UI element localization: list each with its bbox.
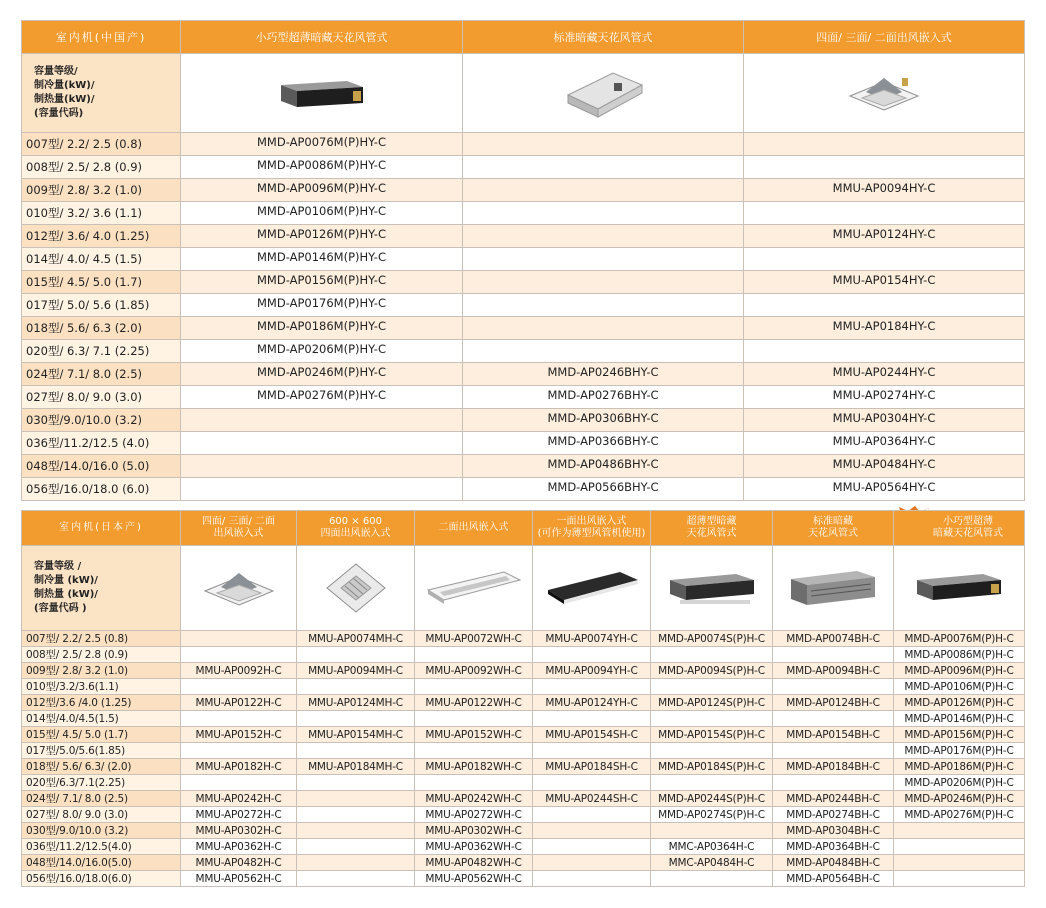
model-cell: MMC-AP0364H-C xyxy=(651,839,773,855)
compact-slim-duct-icon xyxy=(913,566,1005,610)
slim-duct-unit-image xyxy=(651,546,773,631)
capacity-spec: 027型/ 8.0/ 9.0 (3.0) xyxy=(22,807,181,823)
model-cell: MMD-AP0304BH-C xyxy=(773,823,894,839)
capacity-spec: 056型/16.0/18.0 (6.0) xyxy=(22,478,181,501)
model-cell: MMU-AP0074MH-C xyxy=(297,631,415,647)
product-image-row xyxy=(22,546,1025,631)
model-cell: MMU-AP0154MH-C xyxy=(297,727,415,743)
capacity-spec: 012型/ 3.6/ 4.0 (1.25) xyxy=(22,225,181,248)
model-cell: MMU-AP0302WH-C xyxy=(415,823,533,839)
model-cell: MMU-AP0124YH-C xyxy=(533,695,651,711)
model-cell xyxy=(297,871,415,887)
model-cell xyxy=(533,775,651,791)
table-row xyxy=(22,775,1025,791)
table-row xyxy=(22,823,1025,839)
table-row xyxy=(22,663,1025,679)
legend-line: (容量代码 ) xyxy=(34,603,87,614)
model-cell: MMU-AP0362H-C xyxy=(181,839,297,855)
model-cell: MMD-AP0246M(P)HY-C xyxy=(181,363,463,386)
model-cell: MMU-AP0124MH-C xyxy=(297,695,415,711)
model-cell: MMD-AP0106M(P)HY-C xyxy=(181,202,463,225)
product-image-row xyxy=(22,54,1025,133)
model-cell: MMU-AP0072WH-C xyxy=(415,631,533,647)
model-cell xyxy=(533,871,651,887)
column-header: 超薄型暗藏 天花风管式 xyxy=(651,511,773,546)
column-header: 一面出风嵌入式 (可作为薄型风管机使用) xyxy=(533,511,651,546)
table-row xyxy=(22,248,1025,271)
model-cell: MMU-AP0562WH-C xyxy=(415,871,533,887)
model-cell xyxy=(533,807,651,823)
table-row xyxy=(22,855,1025,871)
column-header: 标准暗藏天花风管式 xyxy=(463,21,744,54)
model-cell: MMU-AP0184MH-C xyxy=(297,759,415,775)
table-row xyxy=(22,839,1025,855)
model-cell xyxy=(181,711,297,727)
model-cell xyxy=(181,647,297,663)
model-cell: MMU-AP0274HY-C xyxy=(744,386,1025,409)
model-cell xyxy=(533,679,651,695)
model-cell: MMD-AP0184S(P)H-C xyxy=(651,759,773,775)
model-cell xyxy=(773,679,894,695)
two-way-cassette-image xyxy=(415,546,533,631)
capacity-spec: 008型/ 2.5/ 2.8 (0.9) xyxy=(22,647,181,663)
model-cell xyxy=(415,647,533,663)
legend-line: 制热量 (kW)/ xyxy=(34,589,98,600)
capacity-spec: 036型/11.2/12.5 (4.0) xyxy=(22,432,181,455)
model-cell: MMD-AP0156M(P)H-C xyxy=(894,727,1025,743)
capacity-spec: 009型/ 2.8/ 3.2 (1.0) xyxy=(22,179,181,202)
model-cell xyxy=(181,432,463,455)
model-cell: MMD-AP0306BHY-C xyxy=(463,409,744,432)
one-way-cassette-icon xyxy=(542,566,642,610)
model-cell xyxy=(533,647,651,663)
capacity-spec: 020型/6.3/7.1(2.25) xyxy=(22,775,181,791)
model-cell xyxy=(894,871,1025,887)
model-cell: MMD-AP0176M(P)H-C xyxy=(894,743,1025,759)
model-cell xyxy=(297,839,415,855)
model-cell: MMD-AP0096M(P)H-C xyxy=(894,663,1025,679)
column-header: 600 × 600 四面出风嵌入式 xyxy=(297,511,415,546)
model-cell: MMU-AP0184HY-C xyxy=(744,317,1025,340)
model-cell xyxy=(297,711,415,727)
capacity-spec: 007型/ 2.2/ 2.5 (0.8) xyxy=(22,133,181,156)
capacity-spec: 015型/ 4.5/ 5.0 (1.7) xyxy=(22,271,181,294)
model-cell xyxy=(297,775,415,791)
capacity-spec: 014型/4.0/4.5(1.5) xyxy=(22,711,181,727)
model-cell: MMU-AP0094MH-C xyxy=(297,663,415,679)
table-row xyxy=(22,409,1025,432)
model-cell: MMD-AP0176M(P)HY-C xyxy=(181,294,463,317)
model-cell xyxy=(773,743,894,759)
cassette-unit-image xyxy=(744,54,1025,133)
model-cell xyxy=(463,202,744,225)
model-cell: MMD-AP0124BH-C xyxy=(773,695,894,711)
compact-slim-duct-image xyxy=(894,546,1025,631)
model-cell xyxy=(415,679,533,695)
model-cell: MMD-AP0366BHY-C xyxy=(463,432,744,455)
model-cell: MMD-AP0206M(P)HY-C xyxy=(181,340,463,363)
model-cell: MMD-AP0184BH-C xyxy=(773,759,894,775)
model-cell: MMD-AP0124S(P)H-C xyxy=(651,695,773,711)
model-cell xyxy=(894,839,1025,855)
model-cell xyxy=(463,340,744,363)
model-cell: MMU-AP0244SH-C xyxy=(533,791,651,807)
model-cell xyxy=(297,647,415,663)
table-row xyxy=(22,156,1025,179)
model-cell: MMD-AP0096M(P)HY-C xyxy=(181,179,463,202)
table-row xyxy=(22,455,1025,478)
model-cell: MMU-AP0562H-C xyxy=(181,871,297,887)
capacity-spec: 030型/9.0/10.0 (3.2) xyxy=(22,409,181,432)
model-cell: MMD-AP0076M(P)H-C xyxy=(894,631,1025,647)
model-cell: MMU-AP0094HY-C xyxy=(744,179,1025,202)
row-label-legend xyxy=(22,546,181,631)
capacity-spec: 008型/ 2.5/ 2.8 (0.9) xyxy=(22,156,181,179)
column-header: 四面/ 三面/ 二面出风嵌入式 xyxy=(744,21,1025,54)
model-cell: MMD-AP0246M(P)H-C xyxy=(894,791,1025,807)
model-cell xyxy=(297,679,415,695)
model-cell xyxy=(181,478,463,501)
model-cell: MMU-AP0122H-C xyxy=(181,695,297,711)
one-way-cassette-image xyxy=(533,546,651,631)
capacity-spec: 010型/ 3.2/ 3.6 (1.1) xyxy=(22,202,181,225)
compact-cassette-image xyxy=(297,546,415,631)
model-cell: MMU-AP0092WH-C xyxy=(415,663,533,679)
model-cell xyxy=(651,743,773,759)
capacity-spec: 018型/ 5.6/ 6.3 (2.0) xyxy=(22,317,181,340)
table-row xyxy=(22,317,1025,340)
model-cell xyxy=(297,743,415,759)
model-cell: MMU-AP0364HY-C xyxy=(744,432,1025,455)
capacity-spec: 024型/ 7.1/ 8.0 (2.5) xyxy=(22,791,181,807)
model-cell xyxy=(744,248,1025,271)
capacity-spec: 007型/ 2.2/ 2.5 (0.8) xyxy=(22,631,181,647)
column-header: 二面出风嵌入式 xyxy=(415,511,533,546)
japan-indoor-unit-table xyxy=(21,510,1025,887)
model-cell: MMD-AP0276M(P)HY-C xyxy=(181,386,463,409)
model-cell: MMU-AP0184SH-C xyxy=(533,759,651,775)
model-cell: MMC-AP0484H-C xyxy=(651,855,773,871)
model-cell xyxy=(297,807,415,823)
model-cell: MMD-AP0274S(P)H-C xyxy=(651,807,773,823)
model-cell xyxy=(463,133,744,156)
model-cell: MMU-AP0484HY-C xyxy=(744,455,1025,478)
capacity-spec: 048型/14.0/16.0 (5.0) xyxy=(22,455,181,478)
model-cell: MMD-AP0126M(P)HY-C xyxy=(181,225,463,248)
model-cell: MMU-AP0302H-C xyxy=(181,823,297,839)
model-cell xyxy=(297,823,415,839)
model-cell: MMD-AP0276M(P)H-C xyxy=(894,807,1025,823)
capacity-spec: 027型/ 8.0/ 9.0 (3.0) xyxy=(22,386,181,409)
capacity-spec: 012型/3.6 /4.0 (1.25) xyxy=(22,695,181,711)
table-row xyxy=(22,727,1025,743)
table-row xyxy=(22,871,1025,887)
standard-duct-unit-icon xyxy=(558,65,648,121)
model-cell xyxy=(463,248,744,271)
model-cell: MMD-AP0484BH-C xyxy=(773,855,894,871)
model-cell: MMD-AP0186M(P)H-C xyxy=(894,759,1025,775)
capacity-spec: 009型/ 2.8/ 3.2 (1.0) xyxy=(22,663,181,679)
standard-duct-unit-icon xyxy=(787,565,879,611)
table-row xyxy=(22,679,1025,695)
capacity-spec: 010型/3.2/3.6(1.1) xyxy=(22,679,181,695)
table-row xyxy=(22,631,1025,647)
model-cell xyxy=(297,791,415,807)
model-cell xyxy=(463,156,744,179)
slim-duct-unit-icon xyxy=(666,566,758,610)
model-cell xyxy=(773,647,894,663)
model-cell: MMD-AP0156M(P)HY-C xyxy=(181,271,463,294)
model-cell xyxy=(744,202,1025,225)
model-cell xyxy=(533,711,651,727)
model-cell: MMU-AP0272H-C xyxy=(181,807,297,823)
model-cell xyxy=(181,631,297,647)
standard-duct-unit-image xyxy=(773,546,894,631)
table-row xyxy=(22,386,1025,409)
model-cell xyxy=(463,294,744,317)
legend-line: 容量等级 / xyxy=(34,561,82,572)
table-header-row xyxy=(22,511,1025,546)
model-cell: MMD-AP0126M(P)H-C xyxy=(894,695,1025,711)
capacity-spec: 017型/ 5.0/ 5.6 (1.85) xyxy=(22,294,181,317)
model-cell: MMD-AP0154BH-C xyxy=(773,727,894,743)
model-cell xyxy=(415,711,533,727)
model-cell: MMD-AP0086M(P)H-C xyxy=(894,647,1025,663)
model-cell: MMD-AP0276BHY-C xyxy=(463,386,744,409)
model-cell xyxy=(415,775,533,791)
model-cell: MMD-AP0094S(P)H-C xyxy=(651,663,773,679)
model-cell: MMD-AP0146M(P)HY-C xyxy=(181,248,463,271)
model-cell: MMD-AP0094BH-C xyxy=(773,663,894,679)
table-row xyxy=(22,271,1025,294)
model-cell: MMD-AP0074BH-C xyxy=(773,631,894,647)
capacity-spec: 030型/9.0/10.0 (3.2) xyxy=(22,823,181,839)
table-title: 室内机(中国产) xyxy=(22,21,181,54)
model-cell xyxy=(533,823,651,839)
model-cell: MMD-AP0074S(P)H-C xyxy=(651,631,773,647)
compact-cassette-icon xyxy=(321,558,391,618)
model-cell: MMU-AP0272WH-C xyxy=(415,807,533,823)
model-cell: MMD-AP0154S(P)H-C xyxy=(651,727,773,743)
model-cell: MMU-AP0182H-C xyxy=(181,759,297,775)
model-cell xyxy=(744,156,1025,179)
capacity-spec: 056型/16.0/18.0(6.0) xyxy=(22,871,181,887)
table-row xyxy=(22,225,1025,248)
capacity-spec: 014型/ 4.0/ 4.5 (1.5) xyxy=(22,248,181,271)
model-cell xyxy=(181,679,297,695)
model-cell: MMU-AP0482WH-C xyxy=(415,855,533,871)
table-row xyxy=(22,294,1025,317)
model-cell xyxy=(181,743,297,759)
column-header: 小巧型超薄暗藏天花风管式 xyxy=(181,21,463,54)
column-header: 标准暗藏 天花风管式 xyxy=(773,511,894,546)
capacity-spec: 015型/ 4.5/ 5.0 (1.7) xyxy=(22,727,181,743)
model-cell: MMD-AP0246BHY-C xyxy=(463,363,744,386)
model-cell: MMU-AP0094YH-C xyxy=(533,663,651,679)
table-row xyxy=(22,478,1025,501)
table-row xyxy=(22,807,1025,823)
model-cell: MMU-AP0242H-C xyxy=(181,791,297,807)
standard-duct-unit-image xyxy=(463,54,744,133)
capacity-spec: 024型/ 7.1/ 8.0 (2.5) xyxy=(22,363,181,386)
slim-duct-unit-image xyxy=(181,54,463,133)
cassette-unit-icon xyxy=(199,563,279,613)
legend-line: 制冷量 (kW)/ xyxy=(34,575,98,586)
model-cell: MMU-AP0362WH-C xyxy=(415,839,533,855)
model-cell: MMU-AP0152WH-C xyxy=(415,727,533,743)
model-cell xyxy=(181,455,463,478)
model-cell xyxy=(463,225,744,248)
model-cell: MMD-AP0146M(P)H-C xyxy=(894,711,1025,727)
model-cell xyxy=(651,871,773,887)
model-cell xyxy=(651,711,773,727)
capacity-spec: 017型/5.0/5.6(1.85) xyxy=(22,743,181,759)
table-row xyxy=(22,791,1025,807)
legend-line: (容量代码) xyxy=(34,108,84,119)
table-row xyxy=(22,133,1025,156)
model-cell xyxy=(463,179,744,202)
model-cell xyxy=(651,823,773,839)
table-row xyxy=(22,432,1025,455)
cassette-unit-image xyxy=(181,546,297,631)
model-cell: MMU-AP0244HY-C xyxy=(744,363,1025,386)
model-cell: MMU-AP0242WH-C xyxy=(415,791,533,807)
row-label-legend xyxy=(22,54,181,133)
model-cell: MMD-AP0244S(P)H-C xyxy=(651,791,773,807)
model-cell xyxy=(533,839,651,855)
model-cell: MMU-AP0564HY-C xyxy=(744,478,1025,501)
table-row xyxy=(22,340,1025,363)
model-cell: MMU-AP0122WH-C xyxy=(415,695,533,711)
model-cell: MMU-AP0152H-C xyxy=(181,727,297,743)
model-cell xyxy=(181,409,463,432)
table-row xyxy=(22,759,1025,775)
legend-line: 容量等级/ xyxy=(34,66,78,77)
table-row xyxy=(22,363,1025,386)
column-header: 四面/ 三面/ 二面 出风嵌入式 xyxy=(181,511,297,546)
model-cell xyxy=(744,294,1025,317)
model-cell xyxy=(894,823,1025,839)
table-header-row xyxy=(22,21,1025,54)
model-cell xyxy=(297,855,415,871)
model-cell xyxy=(744,133,1025,156)
model-cell xyxy=(415,743,533,759)
table-title: 室内机(日本产) xyxy=(22,511,181,546)
model-cell: MMU-AP0182WH-C xyxy=(415,759,533,775)
model-cell xyxy=(773,775,894,791)
model-cell: MMU-AP0074YH-C xyxy=(533,631,651,647)
model-cell: MMU-AP0154HY-C xyxy=(744,271,1025,294)
model-cell: MMD-AP0564BH-C xyxy=(773,871,894,887)
model-cell: MMU-AP0124HY-C xyxy=(744,225,1025,248)
table-row xyxy=(22,743,1025,759)
model-cell xyxy=(533,855,651,871)
two-way-cassette-icon xyxy=(424,566,524,610)
capacity-spec: 048型/14.0/16.0(5.0) xyxy=(22,855,181,871)
capacity-spec: 036型/11.2/12.5(4.0) xyxy=(22,839,181,855)
model-cell xyxy=(181,775,297,791)
model-cell: MMD-AP0086M(P)HY-C xyxy=(181,156,463,179)
table-row xyxy=(22,202,1025,225)
model-cell: MMU-AP0092H-C xyxy=(181,663,297,679)
table-row xyxy=(22,179,1025,202)
model-cell xyxy=(744,340,1025,363)
model-cell: MMU-AP0482H-C xyxy=(181,855,297,871)
capacity-spec: 018型/ 5.6/ 6.3/ (2.0) xyxy=(22,759,181,775)
model-cell: MMD-AP0364BH-C xyxy=(773,839,894,855)
table-row xyxy=(22,695,1025,711)
model-cell: MMD-AP0244BH-C xyxy=(773,791,894,807)
model-cell xyxy=(463,271,744,294)
model-cell: MMD-AP0106M(P)H-C xyxy=(894,679,1025,695)
slim-duct-unit-icon xyxy=(277,73,367,113)
model-cell xyxy=(773,711,894,727)
model-cell: MMD-AP0076M(P)HY-C xyxy=(181,133,463,156)
model-cell xyxy=(463,317,744,340)
legend-line: 制冷量(kW)/ xyxy=(34,80,95,91)
model-cell xyxy=(533,743,651,759)
legend-line: 制热量(kW)/ xyxy=(34,94,95,105)
model-cell: MMD-AP0206M(P)H-C xyxy=(894,775,1025,791)
model-cell: MMU-AP0154SH-C xyxy=(533,727,651,743)
model-cell: MMD-AP0186M(P)HY-C xyxy=(181,317,463,340)
column-header: 小巧型超薄 暗藏天花风管式 xyxy=(894,511,1025,546)
model-cell: MMD-AP0566BHY-C xyxy=(463,478,744,501)
table-row xyxy=(22,647,1025,663)
china-indoor-unit-table xyxy=(21,20,1025,501)
model-cell xyxy=(651,775,773,791)
model-cell: MMD-AP0486BHY-C xyxy=(463,455,744,478)
model-cell xyxy=(651,647,773,663)
cassette-unit-icon xyxy=(844,68,924,118)
model-cell: MMU-AP0304HY-C xyxy=(744,409,1025,432)
model-cell xyxy=(894,855,1025,871)
model-cell xyxy=(651,679,773,695)
model-cell: MMD-AP0274BH-C xyxy=(773,807,894,823)
table-row xyxy=(22,711,1025,727)
capacity-spec: 020型/ 6.3/ 7.1 (2.25) xyxy=(22,340,181,363)
